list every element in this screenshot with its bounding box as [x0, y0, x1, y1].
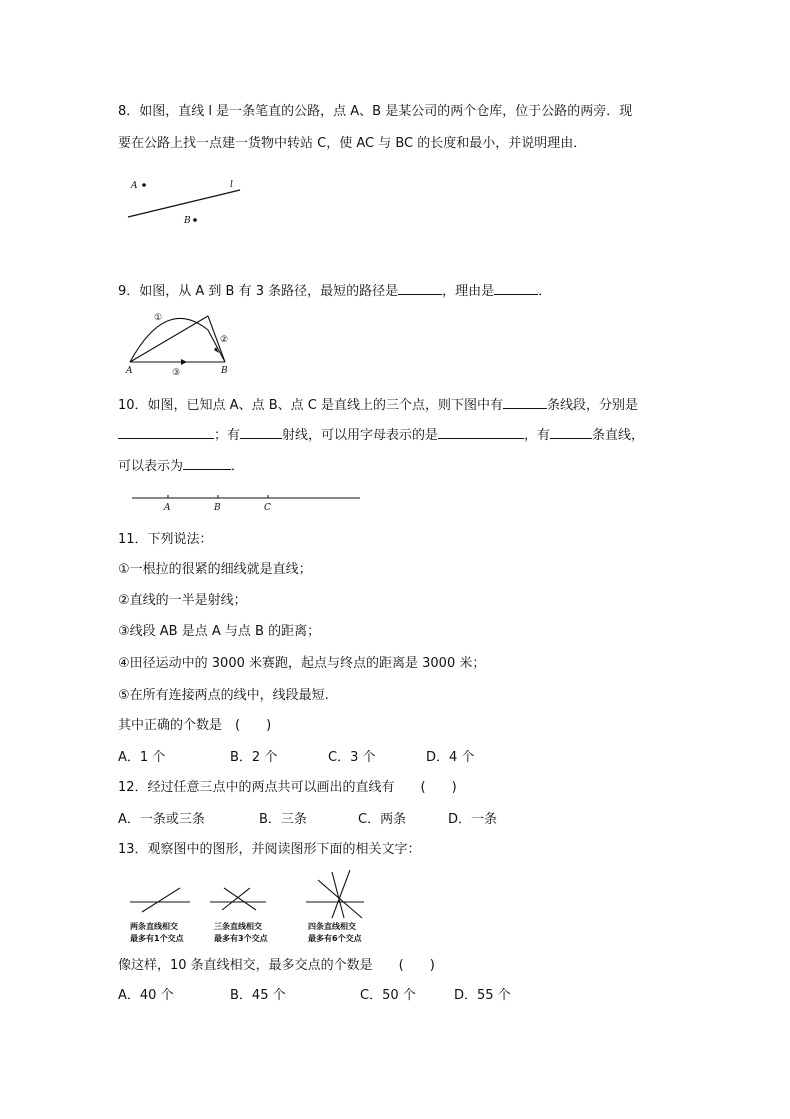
q12-choice-d[interactable]: D．一条 [448, 812, 498, 827]
q12-choice-b[interactable]: B．三条 [259, 812, 307, 827]
q11-choice-b[interactable]: B．2 个 [230, 750, 278, 765]
q13-choice-d[interactable]: D．55 个 [454, 988, 511, 1003]
q13-choice-b[interactable]: B．45 个 [230, 988, 286, 1003]
label-c: C [264, 503, 271, 513]
q13-choice-c[interactable]: C．50 个 [360, 988, 416, 1003]
label-a: A [131, 181, 138, 191]
q11-choice-d[interactable]: D．4 个 [426, 750, 475, 765]
point-a [142, 183, 146, 187]
q10-text-1a: 10．如图，已知点 A、点 B、点 C 是直线上的三个点，则下图中有 [118, 398, 503, 413]
q11-item-3: ③线段 AB 是点 A 与点 B 的距离； [118, 624, 321, 639]
q10-blank-line-count[interactable] [550, 424, 592, 439]
q10-text-2b: 射线，可以用字母表示的是 [282, 428, 439, 443]
fig2-caption-2: 最多有3个交点 [214, 934, 268, 943]
q13-question: 像这样，10 条直线相交，最多交点的个数是 ( ) [118, 958, 435, 973]
path-2-up [130, 316, 208, 362]
label-a: A [164, 503, 171, 513]
label-b: B [184, 216, 191, 226]
q10-blank-segments[interactable] [118, 424, 214, 439]
fig1-caption-1: 两条直线相交 [130, 922, 178, 931]
path-3-label: ③ [172, 368, 181, 378]
q11-intro: 11．下列说法： [118, 532, 213, 547]
q8-text-line1: 8．如图，直线 l 是一条笔直的公路，点 A、B 是某公司的两个仓库，位于公路的两旁．现 [118, 104, 633, 119]
fig2-line-3 [222, 888, 250, 910]
label-b: B [214, 503, 221, 513]
q8-figure [118, 170, 248, 232]
q10-text-2a: ；有 [214, 428, 241, 443]
path-1-label: ① [154, 313, 163, 323]
q12-question: 12．经过任意三点中的两点共可以画出的直线有 ( ) [118, 780, 457, 795]
q10-text-3a: 可以表示为 [118, 459, 184, 474]
q12-choice-a[interactable]: A．一条或三条 [118, 812, 205, 827]
q10-text-line2 [118, 424, 644, 446]
q12-choice-c[interactable]: C．两条 [358, 812, 407, 827]
q10-blank-line-name[interactable] [183, 455, 231, 470]
fig2-line-2 [224, 888, 256, 910]
q10-text-2d: 条直线， [592, 428, 645, 443]
q9-text-c: ． [538, 284, 552, 299]
q11-item-5: ⑤在所有连接两点的线中，线段最短. [118, 688, 329, 703]
q10-text-1b: 条线段，分别是 [546, 398, 638, 413]
fig1-line-2 [142, 888, 180, 912]
fig3-line-4 [318, 880, 362, 918]
q11-item-2: ②直线的一半是射线； [118, 593, 247, 608]
q8-text-line2: 要在公路上找一点建一货物中转站 C，使 AC 与 BC 的长度和最小，并说明理由． [118, 136, 587, 151]
q9-text-b: ，理由是 [442, 284, 495, 299]
label-b: B [221, 366, 228, 376]
q13-figure [118, 866, 378, 946]
q10-text-line3 [118, 455, 244, 477]
fig3-line-2 [332, 872, 344, 918]
q11-choice-a[interactable]: A．1 个 [118, 750, 166, 765]
q10-text-2c: ，有 [524, 428, 551, 443]
fig1-caption-2: 最多有1个交点 [130, 934, 184, 943]
q13-choice-a[interactable]: A．40 个 [118, 988, 174, 1003]
q10-blank-segment-count[interactable] [503, 394, 547, 409]
arrow-icon [181, 359, 187, 365]
q9-blank-reason[interactable] [494, 280, 538, 295]
q11-choice-c[interactable]: C．3 个 [328, 750, 376, 765]
label-l: l [230, 180, 233, 190]
q9-blank-path[interactable] [398, 280, 442, 295]
fig2-caption-1: 三条直线相交 [214, 922, 262, 931]
q11-item-4: ④田径运动中的 3000 米赛跑，起点与终点的距离是 3000 米； [118, 656, 486, 671]
q13-intro: 13．观察图中的图形，并阅读图形下面的相关文字： [118, 842, 421, 857]
q10-figure [130, 490, 370, 514]
q11-item-1: ①一根拉的很紧的细线就是直线； [118, 562, 312, 577]
q9-figure [118, 310, 238, 380]
q11-question: 其中正确的个数是 ( ) [118, 718, 272, 733]
q10-blank-rays[interactable] [438, 424, 524, 439]
q9-text-a: 9．如图，从 A 到 B 有 3 条路径，最短的路径是 [118, 284, 399, 299]
fig3-caption-2: 最多有6个交点 [308, 934, 362, 943]
q9-text [118, 280, 551, 302]
q10-text-3b: ． [231, 459, 245, 474]
label-a: A [126, 366, 133, 376]
point-b [193, 218, 197, 222]
path-2-label: ② [220, 335, 229, 345]
fig3-caption-1: 四条直线相交 [308, 922, 356, 931]
q10-text-line1 [118, 394, 638, 416]
road-line-l [128, 190, 240, 217]
q10-blank-ray-count[interactable] [240, 424, 282, 439]
